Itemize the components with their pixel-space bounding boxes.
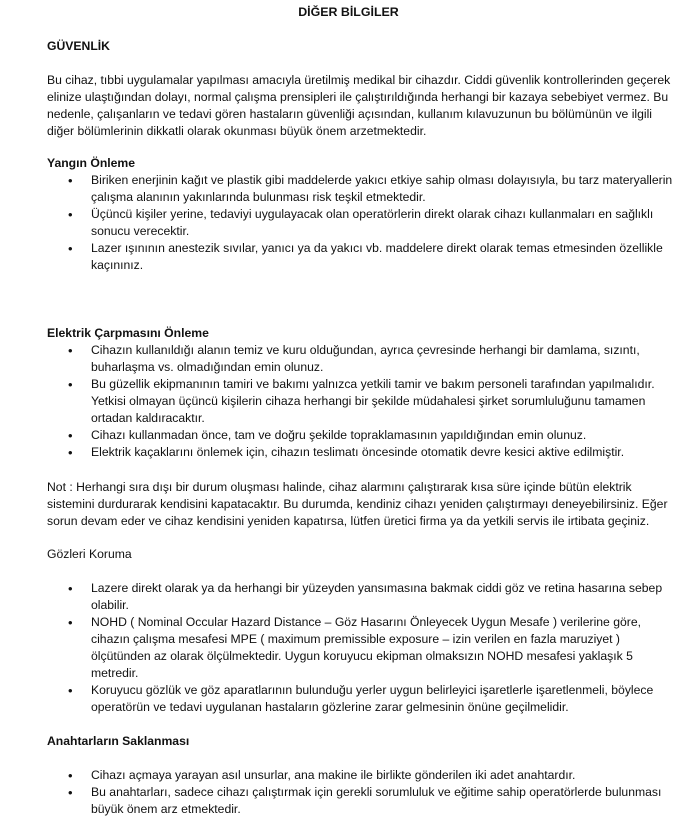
list-item: • Koruyucu gözlük ve göz aparatlarının bulunduğu yerler uygun belirleyici işaretlerle işaretlenmeli, böylece operatörün ve tedavi uygulanan hastaların gözlerine zarar gelmesinin önüne geçilmelidir. (0, 682, 679, 716)
electric-list (0, 342, 679, 461)
eyes-list (0, 580, 679, 716)
page-title: DİĞER BİLGİLER (298, 5, 399, 19)
list-item: • Cihazı kullanmadan önce, tam ve doğru şekilde topraklamasının yapıldığından emin olunuz. (0, 427, 679, 444)
list-item: • Cihazı açmaya yarayan asıl unsurlar, ana makine ile birlikte gönderilen iki adet anahtardır. (0, 767, 679, 784)
fire-list (0, 172, 679, 274)
list-item: • Biriken enerjinin kağıt ve plastik gibi maddelerde yakıcı etkiye sahip olması dolayısıyla, bu tarz materyallerin çalışma alanının yakınlarında bulunması risk teşkil etmektedir. (0, 172, 679, 206)
electric-heading: Elektrik Çarpmasını Önleme (47, 326, 209, 340)
eyes-heading: Gözleri Koruma (47, 547, 132, 561)
list-item: • Bu anahtarları, sadece cihazı çalıştırmak için gerekli sorumluluk ve eğitime sahip operatörlerde bulunması büyük önem arz etmektedir. (0, 784, 679, 818)
keys-heading: Anahtarların Saklanması (47, 734, 190, 748)
list-item: • Bu güzellik ekipmanının tamiri ve bakımı yalnızca yetkili tamir ve bakım personeli tarafından yapılmalıdır. Yetkisi olmayan üçüncü kişilerin cihaza herhangi bir şekilde müdahalesi şirket sorumluluğunu tamamen ortadan kaldıracaktır. (0, 376, 679, 427)
keys-list (0, 767, 679, 818)
safety-heading: GÜVENLİK (47, 39, 110, 53)
list-item: • Cihazın kullanıldığı alanın temiz ve kuru olduğundan, ayrıca çevresinde herhangi bir damlama, sızıntı, buharlaşma vs. olmadığından emin olunuz. (0, 342, 679, 376)
list-item: • Lazere direkt olarak ya da herhangi bir yüzeyden yansımasına bakmak ciddi göz ve retina hasarına sebep olabilir. (0, 580, 679, 614)
list-item: • Elektrik kaçaklarını önlemek için, cihazın teslimatı öncesinde otomatik devre kesici aktive edilmiştir. (0, 444, 679, 461)
list-item: • Lazer ışınının anestezik sıvılar, yanıcı ya da yakıcı vb. maddelere direkt olarak temas etmesinden özellikle kaçınınız. (0, 240, 679, 274)
list-item: • Üçüncü kişiler yerine, tedaviyi uygulayacak olan operatörlerin direkt olarak cihazı kullanmaları en sağlıklı sonucu verecektir. (0, 206, 679, 240)
safety-intro: Bu cihaz, tıbbi uygulamalar yapılması amacıyla üretilmiş medikal bir cihazdır. Ciddi güvenlik kontrollerinden geçerek elinize ulaştığından dolayı, normal çalışma prensipleri ile çalıştırıldığında herhangi bir kazaya sebebiyet vermez. Bu nedenle, çalışanların ve tedavi gören hastaların güvenliği açısından, kullanım kılavuzunun bu bölümünün ve ilgili diğer bölümlerinin dikkatli olarak okunması büyük önem arzetmektedir. (47, 73, 671, 138)
electric-note: Not : Herhangi sıra dışı bir durum oluşması halinde, cihaz alarmını çalıştırarak kısa süre içinde bütün elektrik sistemini durdurarak kendisini kapatacaktır. Bu durumda, kendiniz cihazı yeniden çalıştırmayı deneyebilirsiniz. Eğer sorun devam eder ve cihaz kendisini yeniden kapatırsa, lütfen üretici firma ya da yetkili servis ile irtibata geçiniz. (47, 480, 668, 528)
fire-heading: Yangın Önleme (47, 156, 136, 170)
list-item: • NOHD ( Nominal Occular Hazard Distance – Göz Hasarını Önleyecek Uygun Mesafe ) verilerine göre, cihazın çalışma mesafesi MPE ( maximum premissible exposure – izin verilen en fazla maruziyet ) ölçütünden az olarak ölçülmektedir. Uygun koruyucu ekipman olmaksızın NOHD mesafesi yaklaşık 5 metredir. (0, 614, 679, 682)
